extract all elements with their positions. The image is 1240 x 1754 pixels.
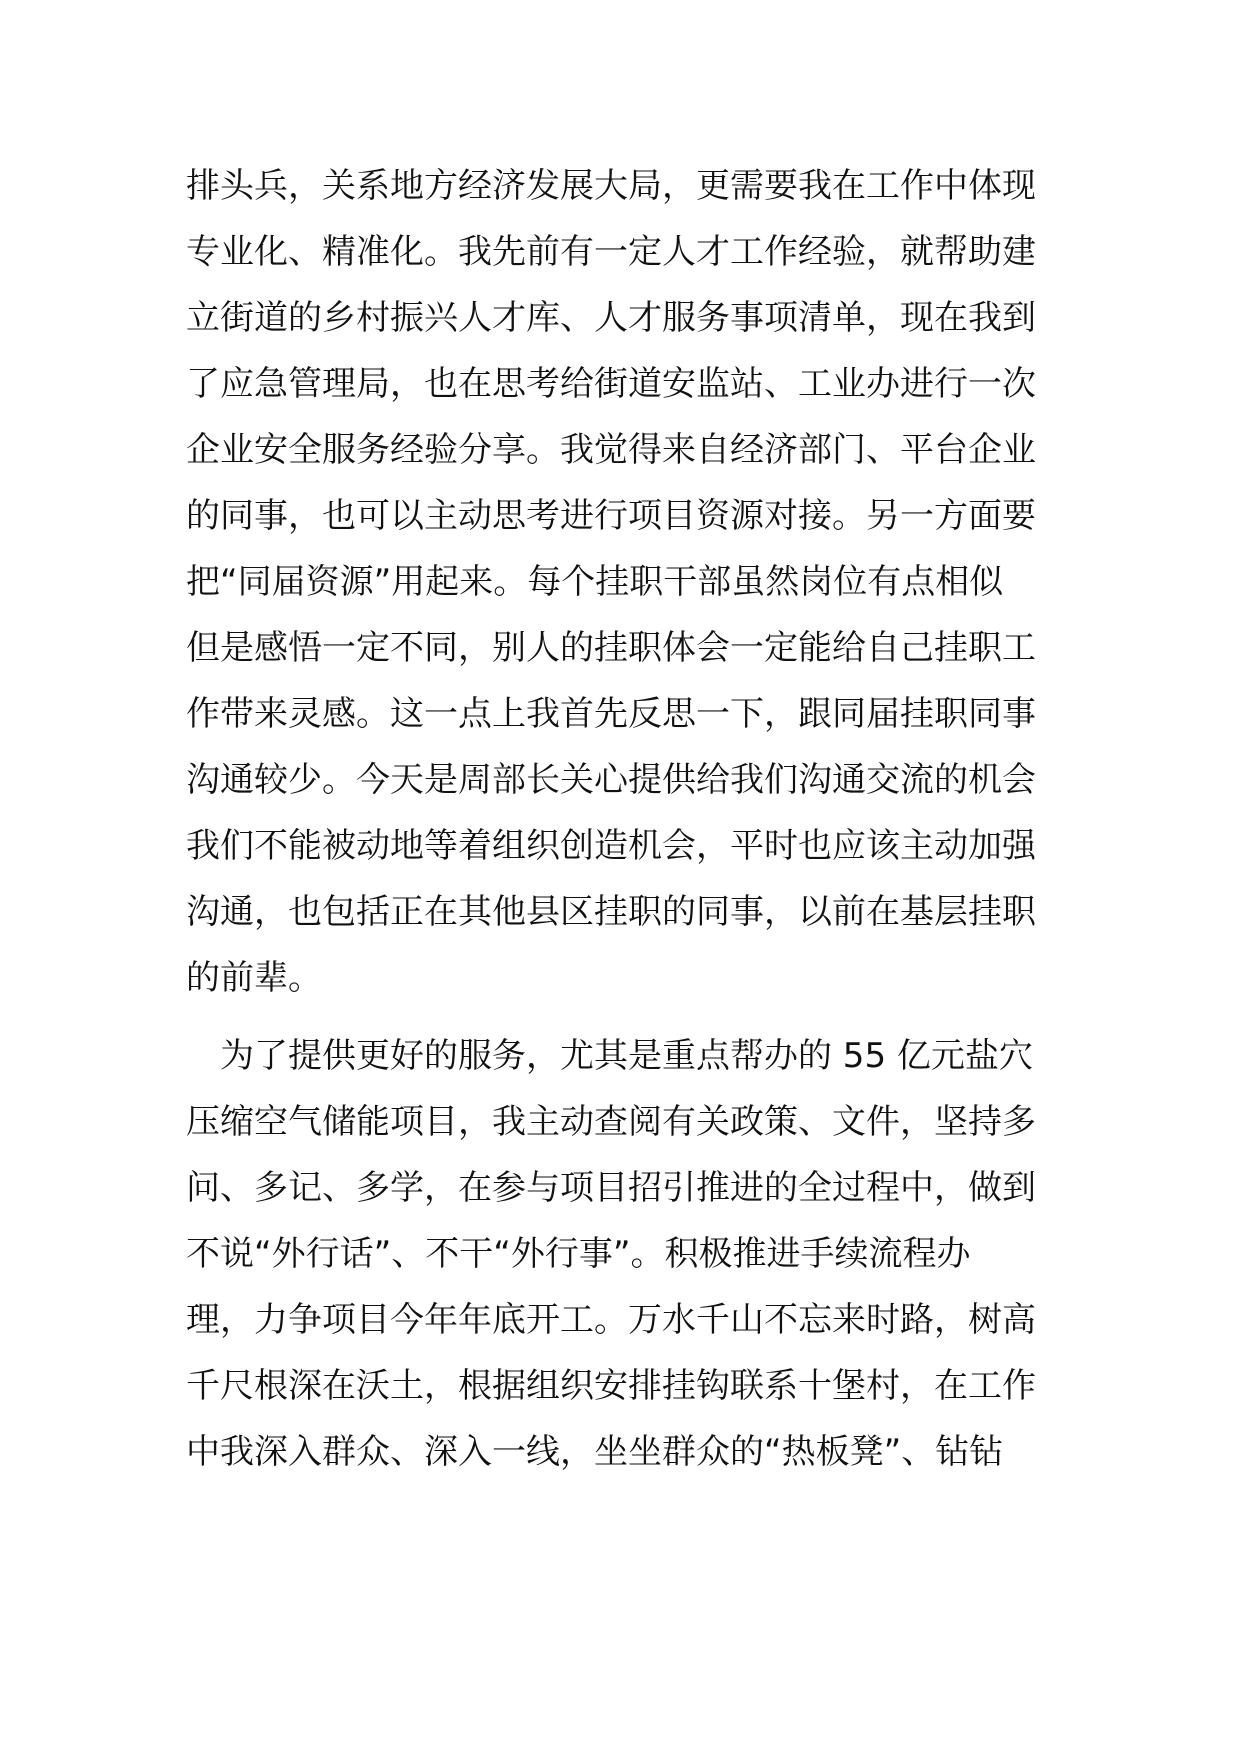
paragraph-line: 企业安全服务经验分享。我觉得来自经济部门、平台企业 bbox=[186, 430, 1036, 470]
paragraph-line: 中我深入群众、深入一线，坐坐群众的“热板凳”、钻钻 bbox=[186, 1432, 1004, 1472]
paragraph-line: 压缩空气储能项目，我主动查阅有关政策、文件，坚持多 bbox=[186, 1102, 1036, 1142]
paragraph-line: 千尺根深在沃土，根据组织安排挂钩联系十堡村，在工作 bbox=[186, 1366, 1036, 1406]
paragraph-line: 把“同届资源”用起来。每个挂职干部虽然岗位有点相似 bbox=[186, 562, 1004, 602]
paragraph-line: 不说“外行话”、不干“外行事”。积极推进手续流程办 bbox=[186, 1234, 971, 1274]
paragraph-2 bbox=[186, 1023, 1056, 1485]
paragraph-line: 立街道的乡村振兴人才库、人才服务事项清单，现在我到 bbox=[186, 298, 1036, 338]
paragraph-line: 作带来灵感。这一点上我首先反思一下，跟同届挂职同事 bbox=[186, 694, 1036, 734]
paragraph-line: 沟通较少。今天是周部长关心提供给我们沟通交流的机会 bbox=[186, 760, 1036, 800]
paragraph-line: 为了提供更好的服务，尤其是重点帮办的 55 亿元盐穴 bbox=[186, 1036, 1033, 1076]
paragraph-line: 的同事，也可以主动思考进行项目资源对接。另一方面要 bbox=[186, 496, 1036, 536]
paragraph-line: 我们不能被动地等着组织创造机会，平时也应该主动加强 bbox=[186, 826, 1036, 866]
paragraph-1 bbox=[186, 153, 1056, 1011]
paragraph-line: 排头兵，关系地方经济发展大局，更需要我在工作中体现 bbox=[186, 166, 1036, 206]
paragraph-line: 沟通，也包括正在其他县区挂职的同事，以前在基层挂职 bbox=[186, 892, 1036, 932]
paragraph-line: 的前辈。 bbox=[186, 958, 322, 998]
paragraph-line: 问、多记、多学，在参与项目招引推进的全过程中，做到 bbox=[186, 1168, 1036, 1208]
paragraph-line: 了应急管理局，也在思考给街道安监站、工业办进行一次 bbox=[186, 364, 1036, 404]
paragraph-line: 理，力争项目今年年底开工。万水千山不忘来时路，树高 bbox=[186, 1300, 1036, 1340]
paragraph-line: 但是感悟一定不同，别人的挂职体会一定能给自己挂职工 bbox=[186, 628, 1036, 668]
paragraph-line: 专业化、精准化。我先前有一定人才工作经验，就帮助建 bbox=[186, 232, 1036, 272]
